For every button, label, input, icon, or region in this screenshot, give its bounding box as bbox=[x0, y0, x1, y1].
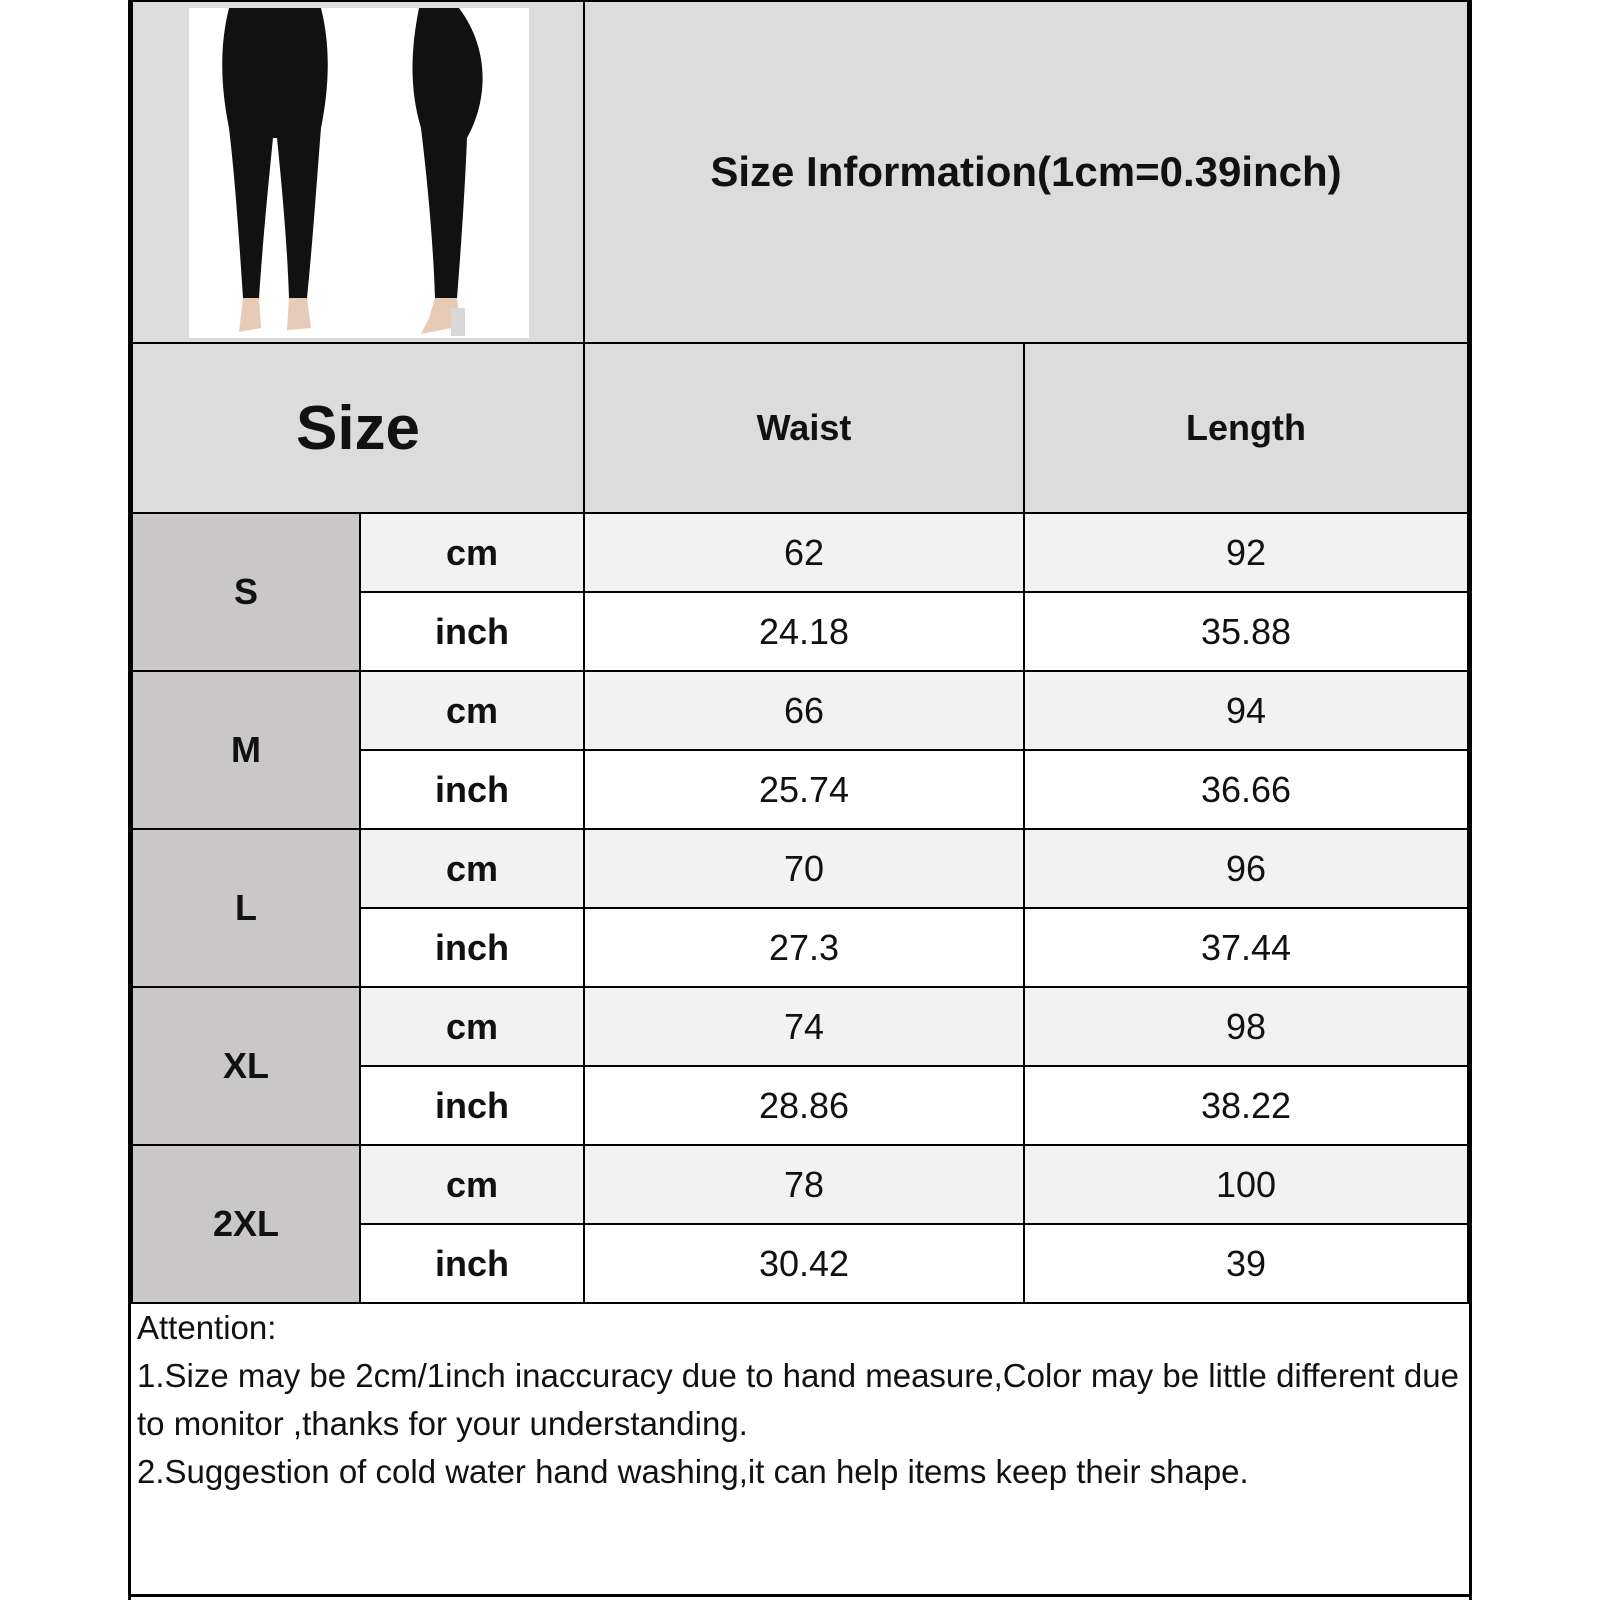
length-inch-value: 39 bbox=[1023, 1223, 1469, 1304]
unit-cm-label: cm bbox=[359, 670, 585, 751]
length-inch-value: 37.44 bbox=[1023, 907, 1469, 988]
size-label-2xl: 2XL bbox=[131, 1144, 361, 1304]
waist-cm-value: 74 bbox=[583, 986, 1025, 1067]
waist-inch-value: 24.18 bbox=[583, 591, 1025, 672]
waist-inch-value: 30.42 bbox=[583, 1223, 1025, 1304]
waist-inch-value: 28.86 bbox=[583, 1065, 1025, 1146]
size-label-l: L bbox=[131, 828, 361, 988]
unit-inch-label: inch bbox=[359, 1223, 585, 1304]
length-cm-value: 94 bbox=[1023, 670, 1469, 751]
length-inch-value: 36.66 bbox=[1023, 749, 1469, 830]
product-photo bbox=[189, 8, 529, 338]
size-column-header: Size bbox=[131, 342, 585, 514]
notes-line-2: 2.Suggestion of cold water hand washing,it can help items keep their shape. bbox=[137, 1453, 1249, 1490]
length-cm-value: 96 bbox=[1023, 828, 1469, 909]
unit-inch-label: inch bbox=[359, 749, 585, 830]
size-label-s: S bbox=[131, 512, 361, 672]
waist-cm-value: 78 bbox=[583, 1144, 1025, 1225]
waist-inch-value: 25.74 bbox=[583, 749, 1025, 830]
notes-line-1: 1.Size may be 2cm/1inch inaccuracy due to hand measure,Color may be little different due to monitor ,thanks for your understanding. bbox=[137, 1357, 1459, 1442]
leggings-icon bbox=[189, 8, 529, 338]
unit-cm-label: cm bbox=[359, 986, 585, 1067]
bottom-border bbox=[131, 1594, 1469, 1597]
waist-cm-value: 70 bbox=[583, 828, 1025, 909]
waist-column-header: Waist bbox=[583, 342, 1025, 514]
product-photo-cell bbox=[131, 0, 585, 344]
length-cm-value: 92 bbox=[1023, 512, 1469, 593]
waist-inch-value: 27.3 bbox=[583, 907, 1025, 988]
size-label-xl: XL bbox=[131, 986, 361, 1146]
length-cm-value: 98 bbox=[1023, 986, 1469, 1067]
length-inch-value: 35.88 bbox=[1023, 591, 1469, 672]
length-inch-value: 38.22 bbox=[1023, 1065, 1469, 1146]
attention-notes bbox=[131, 1304, 1469, 1496]
waist-cm-value: 66 bbox=[583, 670, 1025, 751]
unit-inch-label: inch bbox=[359, 1065, 585, 1146]
unit-cm-label: cm bbox=[359, 1144, 585, 1225]
unit-cm-label: cm bbox=[359, 512, 585, 593]
size-chart-sheet bbox=[128, 0, 1472, 1600]
unit-cm-label: cm bbox=[359, 828, 585, 909]
length-column-header: Length bbox=[1023, 342, 1469, 514]
title-text: Size Information(1cm=0.39inch) bbox=[710, 148, 1342, 195]
waist-cm-value: 62 bbox=[583, 512, 1025, 593]
page-title bbox=[583, 0, 1469, 344]
notes-heading: Attention: bbox=[137, 1309, 277, 1346]
length-cm-value: 100 bbox=[1023, 1144, 1469, 1225]
size-label-m: M bbox=[131, 670, 361, 830]
unit-inch-label: inch bbox=[359, 907, 585, 988]
unit-inch-label: inch bbox=[359, 591, 585, 672]
